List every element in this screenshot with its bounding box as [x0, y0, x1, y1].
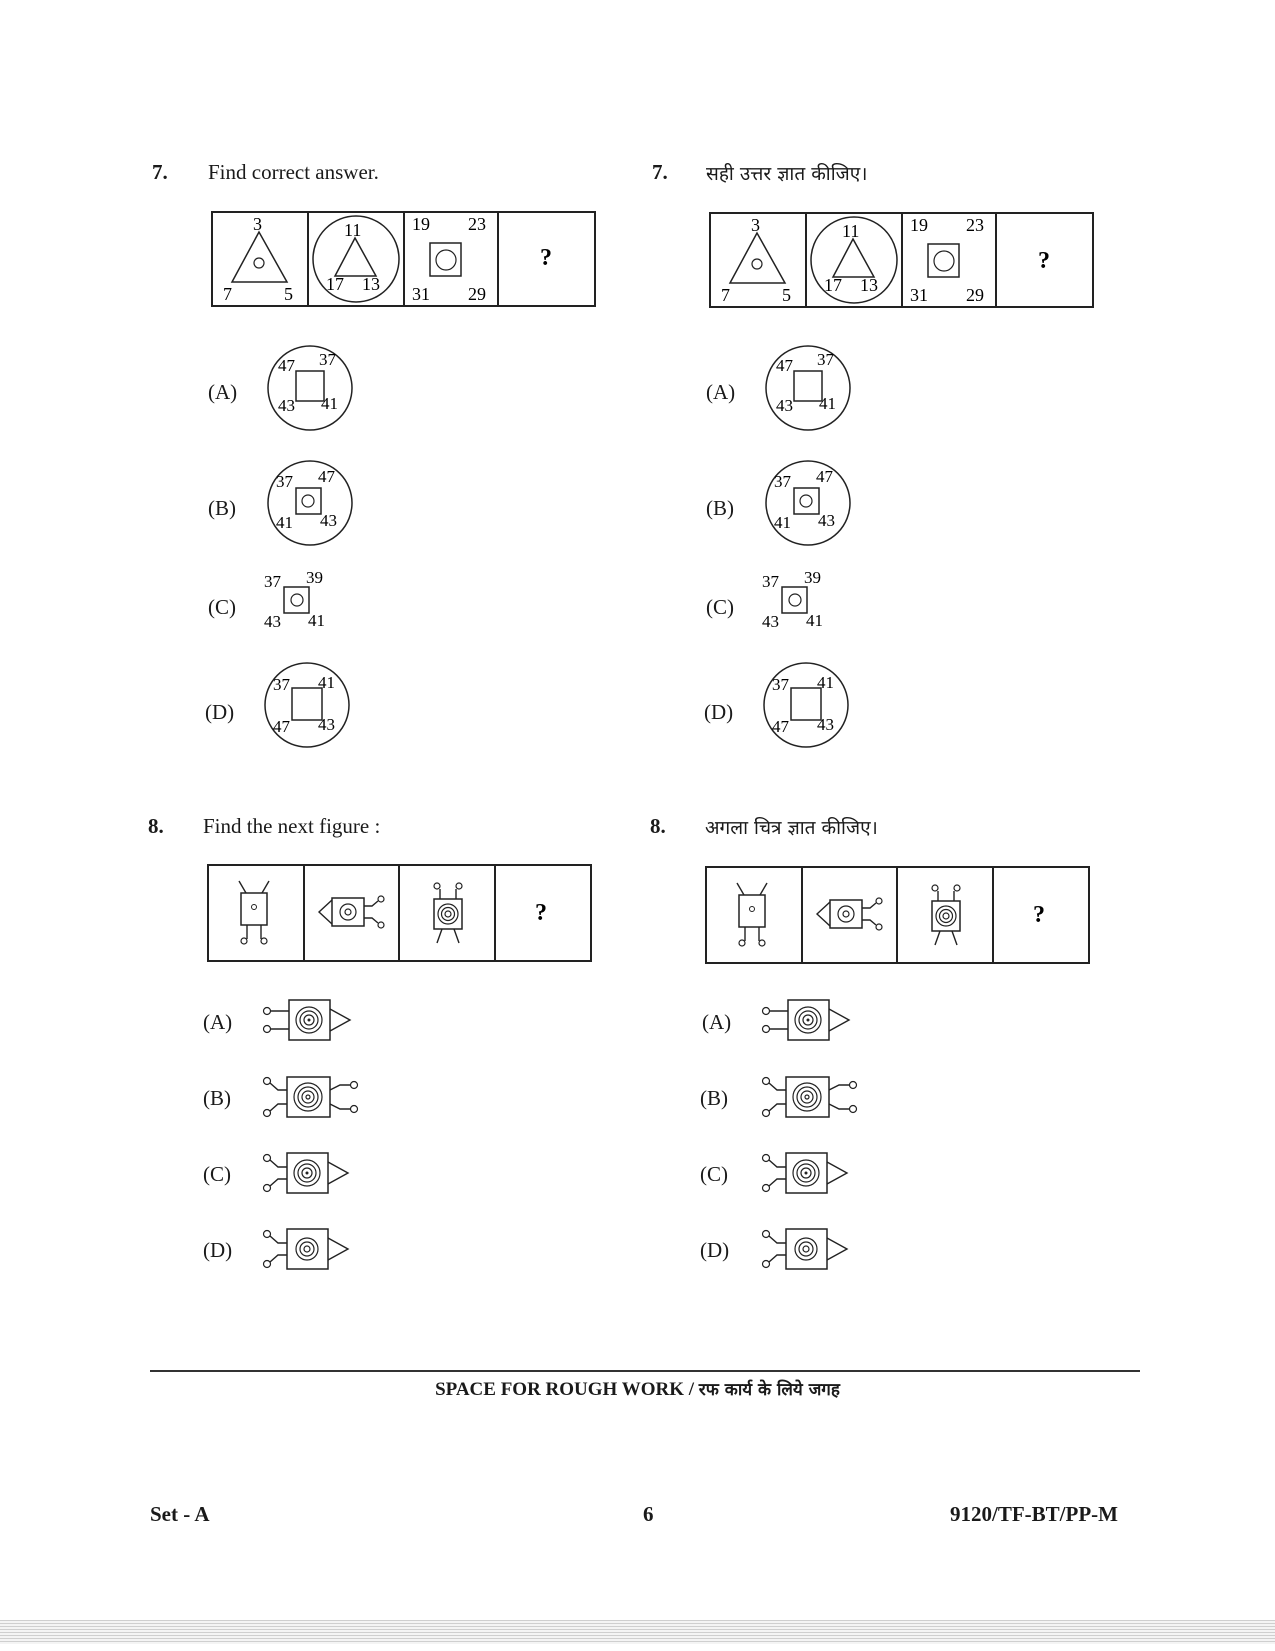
q8-option-b-figure-en[interactable]	[258, 1072, 368, 1122]
q7-fig3-num3: 31	[412, 284, 430, 304]
q7-option-c-figure-en[interactable]	[262, 565, 352, 635]
svg-text:13: 13	[860, 275, 878, 295]
q7-option-c-figure-hi[interactable]	[760, 565, 850, 635]
q7-option-b-label-en[interactable]: (B)	[208, 496, 236, 520]
q8-option-c-figure-en[interactable]	[258, 1148, 358, 1198]
svg-text:43: 43	[318, 715, 335, 734]
q7-number-en: 7.	[152, 160, 168, 184]
svg-text:47: 47	[318, 467, 335, 486]
q8-option-b-figure-hi[interactable]	[757, 1072, 867, 1122]
q8-text-en: Find the next figure :	[203, 814, 381, 838]
set-label: Set - A	[150, 1502, 210, 1526]
svg-text:47: 47	[816, 467, 833, 486]
q7-text-hi: सही उत्तर ज्ञात कीजिए।	[706, 163, 868, 185]
svg-text:47: 47	[273, 717, 290, 736]
svg-text:39: 39	[804, 568, 821, 587]
svg-text:23: 23	[966, 215, 984, 235]
q7-option-b-figure-en[interactable]	[265, 460, 360, 550]
q7-sequence-en	[210, 210, 600, 310]
q7-option-d-label-hi[interactable]: (D)	[704, 700, 734, 724]
svg-text:47: 47	[278, 356, 295, 375]
svg-text:39: 39	[306, 568, 323, 587]
rough-work-hi: रफ कार्य के लिये जगह	[698, 1380, 840, 1400]
q8-option-d-label-hi[interactable]: (D)	[700, 1238, 730, 1262]
q8-text-hi: अगला चित्र ज्ञात कीजिए।	[705, 817, 878, 839]
svg-text:47: 47	[776, 356, 793, 375]
svg-text:43: 43	[278, 396, 295, 415]
rough-work-en: SPACE FOR ROUGH WORK /	[435, 1379, 699, 1400]
svg-text:37: 37	[264, 572, 281, 591]
q7-fig1-num1: 3	[253, 214, 262, 234]
svg-text:7: 7	[721, 285, 730, 305]
svg-text:?: ?	[1038, 248, 1050, 274]
q7-option-a-figure-en[interactable]	[265, 345, 360, 435]
q8-option-b-label-en[interactable]: (B)	[203, 1086, 231, 1110]
q7-option-c-label-hi[interactable]: (C)	[706, 595, 734, 619]
q7-fig2-num3: 13	[362, 274, 380, 294]
q7-option-d-figure-hi[interactable]	[761, 662, 856, 752]
q7-fig3-num2: 23	[468, 214, 486, 234]
q7-option-b-figure-hi[interactable]	[763, 460, 858, 550]
svg-text:3: 3	[751, 215, 760, 235]
svg-text:41: 41	[819, 394, 836, 413]
q7-fig1-num2: 7	[223, 284, 232, 304]
q8-number-hi: 8.	[650, 814, 666, 838]
rough-work-divider	[150, 1370, 1140, 1372]
q8-question-mark-en: ?	[535, 900, 547, 926]
q7-fig1-num3: 5	[284, 284, 293, 304]
svg-text:41: 41	[806, 611, 823, 630]
svg-text:43: 43	[264, 612, 281, 631]
svg-text:41: 41	[774, 513, 791, 532]
q8-option-d-figure-hi[interactable]	[757, 1224, 857, 1274]
q7-sequence-hi	[708, 211, 1098, 311]
svg-text:5: 5	[782, 285, 791, 305]
q8-option-d-figure-en[interactable]	[258, 1224, 358, 1274]
svg-text:41: 41	[276, 513, 293, 532]
svg-text:17: 17	[824, 275, 842, 295]
svg-text:37: 37	[817, 350, 834, 369]
svg-text:41: 41	[817, 673, 834, 692]
svg-text:43: 43	[776, 396, 793, 415]
q7-option-b-label-hi[interactable]: (B)	[706, 496, 734, 520]
q7-question-mark: ?	[540, 245, 552, 271]
q8-number-en: 8.	[148, 814, 164, 838]
q8-option-b-label-hi[interactable]: (B)	[700, 1086, 728, 1110]
q7-option-a-figure-hi[interactable]	[763, 345, 858, 435]
svg-text:19: 19	[910, 215, 928, 235]
svg-text:37: 37	[319, 350, 336, 369]
q8-option-c-label-en[interactable]: (C)	[203, 1162, 231, 1186]
q8-option-c-figure-hi[interactable]	[757, 1148, 857, 1198]
scan-edge	[0, 1620, 1275, 1644]
q7-option-d-figure-en[interactable]	[262, 662, 357, 752]
svg-text:43: 43	[817, 715, 834, 734]
q7-option-c-label-en[interactable]: (C)	[208, 595, 236, 619]
svg-text:37: 37	[772, 675, 789, 694]
svg-text:37: 37	[762, 572, 779, 591]
q8-option-a-figure-hi[interactable]	[757, 995, 857, 1045]
svg-text:41: 41	[308, 611, 325, 630]
svg-text:43: 43	[818, 511, 835, 530]
q7-option-a-label-hi[interactable]: (A)	[706, 380, 736, 404]
svg-text:43: 43	[320, 511, 337, 530]
svg-text:37: 37	[774, 472, 791, 491]
q7-option-d-label-en[interactable]: (D)	[205, 700, 235, 724]
svg-text:37: 37	[273, 675, 290, 694]
paper-code: 9120/TF-BT/PP-M	[950, 1502, 1118, 1526]
svg-text:41: 41	[321, 394, 338, 413]
q7-text-en: Find correct answer.	[208, 160, 379, 184]
q8-sequence-hi	[704, 865, 1094, 967]
svg-text:41: 41	[318, 673, 335, 692]
svg-text:37: 37	[276, 472, 293, 491]
q8-sequence-en	[206, 863, 596, 965]
svg-text:43: 43	[762, 612, 779, 631]
q8-option-c-label-hi[interactable]: (C)	[700, 1162, 728, 1186]
q7-fig3-num4: 29	[468, 284, 486, 304]
q7-fig3-num1: 19	[412, 214, 430, 234]
rough-work-caption	[0, 1377, 1275, 1401]
q7-number-hi: 7.	[652, 160, 668, 184]
svg-text:47: 47	[772, 717, 789, 736]
svg-text:31: 31	[910, 285, 928, 305]
q7-option-a-label-en[interactable]: (A)	[208, 380, 238, 404]
svg-text:11: 11	[842, 221, 860, 241]
q8-option-a-label-hi[interactable]: (A)	[702, 1010, 732, 1034]
q8-question-mark-hi: ?	[1033, 902, 1045, 928]
svg-text:29: 29	[966, 285, 984, 305]
q7-fig2-num1: 11	[344, 220, 362, 240]
q8-option-a-label-en[interactable]: (A)	[203, 1010, 233, 1034]
q8-option-a-figure-en[interactable]	[258, 995, 358, 1045]
q8-option-d-label-en[interactable]: (D)	[203, 1238, 233, 1262]
page-number: 6	[643, 1502, 654, 1526]
q7-fig2-num2: 17	[326, 274, 344, 294]
